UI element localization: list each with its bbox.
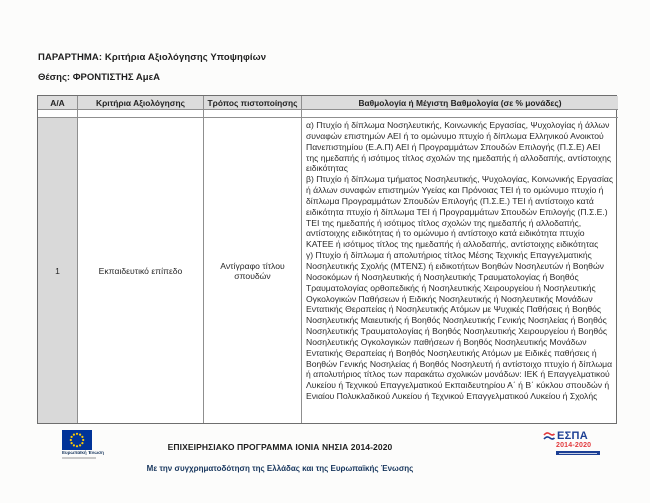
spacer-cell xyxy=(302,110,618,118)
cofunding-note: Με την συγχρηματοδότηση της Ελλάδας και της Ευρωπαϊκής Ένωσης xyxy=(146,464,414,473)
col-header-criteria: Κριτήρια Αξιολόγησης xyxy=(78,96,204,110)
eu-flag-icon xyxy=(62,430,92,450)
score-cell xyxy=(302,118,618,423)
score-paragraph-a: α) Πτυχίο ή δίπλωμα Νοσηλευτικής, Κοινωνικής Εργασίας, Ψυχολογίας ή άλλων συναφών επιστημών ΑΕΙ ή το ομώνυμο πτυχίο ή δίπλωμα Ελληνικού Ανοικτού Πανεπιστημίου (Ε.Α.Π) ΑΕΙ ή Προγραμμάτων Σπουδών Επιλογής (Π.Σ.Ε) ΑΕΙ της ημεδαπής ή ισότιμος τίτλος σχολών της ημεδαπής ή αλλοδαπής, αντίστοιχης ειδικότητας xyxy=(306,120,612,174)
spacer-cell xyxy=(38,110,78,118)
eu-emblem-block xyxy=(62,430,102,459)
spacer-cell xyxy=(204,110,302,118)
espa-name: ΕΣΠΑ xyxy=(557,430,589,442)
footer-text-block xyxy=(100,442,460,473)
row-number-cell: 1 xyxy=(38,118,78,423)
col-header-aa: Α/Α xyxy=(38,96,78,110)
score-paragraph-b: β) Πτυχίο ή δίπλωμα τμήματος Νοσηλευτικής, Ψυχολογίας, Κοινωνικής Εργασίας ή άλλων συναφών επιστημών Υγείας και Πρόνοιας ΤΕΙ ή το ομώνυμο πτυχίο ή δίπλωμα Προγραμμάτων Σπουδών Επιλογής (Π.Σ.Ε.) ΤΕΙ ή αντίστοιχο κατά ειδικότητα πτυχίο ή δίπλωμα ΤΕΙ ή Προγραμμάτων Σπουδών Επιλογής (Π.Σ.Ε.) ΤΕΙ της ημεδαπής ή ισότιμος τίτλος σχολών της ημεδαπής ή αλλοδαπής, αντίστοιχης ειδικότητας ή το ομώνυμο ή αντίστοιχο κατά ειδικότητα πτυχίο ΚΑΤΕΕ ή ισότιμος τίτλος της ημεδαπής ή αλλοδαπής, αντίστοιχης ειδικότητας xyxy=(306,174,614,250)
spacer-cell xyxy=(78,110,204,118)
score-paragraph-c: γ) Πτυχίο ή δίπλωμα ή απολυτήριος τίτλος Μέσης Τεχνικής Επαγγελματικής Νοσηλευτικής Σχολής (ΜΤΕΝΣ) ή ειδικοτήτων Βοηθών Νοσηλευτών ή Βοηθών Νοσοκόμων ή Νοσηλευτικής ή Νοσηλευτικής Τραυματολογίας ή Βοηθός Τραυματολογίας ορθοπεδικής ή Νοσηλευτικής Χειρουργείου ή Νοσηλευτικής Ογκολογικών Παθήσεων ή Ειδικής Νοσηλευτικής ή Νοσηλευτικής Μονάδων Εντατικής Θεραπείας ή Νοσηλευτικής Ατόμων με Ψυχικές Παθήσεις ή Βοηθός Νοσηλευτικής Μαιευτικής ή Βοηθός Νοσηλευτικής Γενικής Νοσηλείας ή Βοηθός Νοσηλευτικής Τραυματολογίας ή Βοηθός Νοσηλευτικής Χειρουργείου ή Βοηθός Νοσηλευτικής Ογκολογικών παθήσεων ή Βοηθός Νοσηλευτικής Μονάδων Εντατικής Θεραπείας ή Βοηθός Νοσηλευτικής Ατόμων με Ειδικές παθήσεις ή Βοηθών Γενικής Νοσηλείας ή Βοηθός Νοσηλευτή ή αντίστοιχο πτυχίο ή δίπλωμα ή απολυτήριος τίτλος των παρακάτω σχολικών μονάδων: ΙΕΚ ή Επαγγελματικού Λυκείου ή Τεχνικού Επαγγελματικού Εκπαιδευτηρίου Α΄ ή Β΄ κύκλου σπουδών ή Ενιαίου Πολυκλαδικού Λυκείου ή Τεχνικού Επαγγελματικού Λυκείου ή Σχολής xyxy=(306,250,613,402)
criterion-cell: Εκπαιδευτικό επίπεδο xyxy=(78,118,204,423)
espa-bar xyxy=(556,451,600,455)
espa-years: 2014-2020 xyxy=(556,442,592,449)
page-title: ΠΑΡΑΡΤΗΜΑ: Κριτήρια Αξιολόγησης Υποψηφίων xyxy=(38,52,267,63)
eu-caption-line2 xyxy=(62,457,96,459)
position-title: Θέσης: ΦΡΟΝΤΙΣΤΗΣ ΑμεΑ xyxy=(38,72,160,83)
col-header-score: Βαθμολογία ή Μέγιστη Βαθμολογία (σε % μονάδες) xyxy=(302,96,618,110)
eu-caption: Ευρωπαϊκή Ένωση xyxy=(62,450,104,455)
espa-wave-icon xyxy=(543,431,555,442)
espa-logo xyxy=(543,431,605,455)
col-header-certification: Τρόπος πιστοποίησης xyxy=(204,96,302,110)
certification-cell: Αντίγραφο τίτλου σπουδών xyxy=(204,118,302,423)
criteria-table xyxy=(37,95,617,424)
program-title: ΕΠΙΧΕΙΡΗΣΙΑΚΟ ΠΡΟΓΡΑΜΜΑ ΙΟΝΙΑ ΝΗΣΙΑ 2014-2020 xyxy=(167,442,393,452)
document-footer xyxy=(0,424,650,503)
